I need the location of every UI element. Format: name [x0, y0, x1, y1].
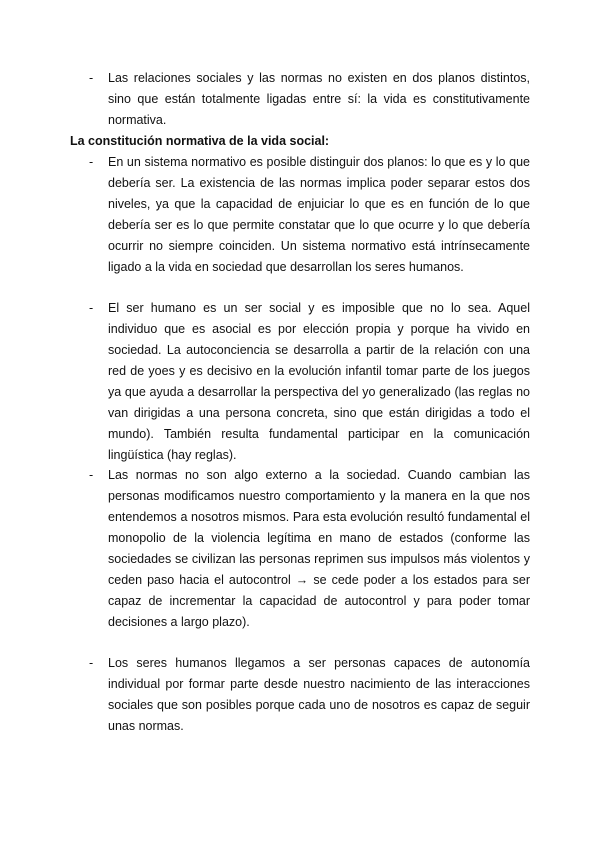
bullet-dash: -	[89, 155, 94, 169]
bullet-2	[70, 298, 530, 466]
bullet-3	[70, 465, 530, 633]
list-item	[70, 152, 530, 278]
bullet-text: En un sistema normativo es posible distinguir dos planos: lo que es y lo que debería ser. La existencia de las normas implica poder separar estos dos niveles, ya que la capacidad de enjuiciar lo que es en función de lo que debería ser es lo que permite constatar que lo que ocurre y lo que debería ocurrir no siempre coinciden. Un sistema normativo está intrínsecamente ligado a la vida en sociedad que desarrollan los seres humanos.	[108, 155, 530, 274]
bullet-text: Las normas no son algo externo a la sociedad. Cuando cambian las personas modificamos nuestro comportamiento y la manera en la que nos entendemos a nosotros mismos. Para esta evolución resultó fundamental el monopolio de la violencia legítima en mano de estados (conforme las sociedades se civilizan las personas reprimen sus impulsos más violentos y ceden paso hacia el autocontrol → se cede poder a los estados para ser capaz de incrementar la capacidad de autocontrol y para poder tomar decisiones a largo plazo).	[108, 468, 530, 629]
bullet-text: Las relaciones sociales y las normas no existen en dos planos distintos, sino que están totalmente ligadas entre sí: la vida es constitutivamente normativa.	[108, 71, 530, 127]
bullet-dash: -	[89, 301, 94, 315]
list-item	[70, 298, 530, 466]
bullet-text: Los seres humanos llegamos a ser personas capaces de autonomía individual por formar parte desde nuestro nacimiento de las interacciones sociales que son posibles porque cada uno de nosotros es capaz de seguir unas normas.	[108, 656, 530, 733]
bullet-dash: -	[89, 71, 94, 85]
intro-bullet	[70, 68, 530, 131]
list-item	[70, 653, 530, 737]
bullet-4	[70, 653, 530, 737]
bullet-text: El ser humano es un ser social y es imposible que no lo sea. Aquel individuo que es asocial es por elección propia y porque ha vivido en sociedad. La autoconciencia se desarrolla a partir de la relación con una red de yoes y es decisivo en la evolución infantil tomar parte de los juegos ya que ayuda a desarrollar la perspectiva del yo generalizado (las reglas no van dirigidas a una persona concreta, sino que están dirigidas a todo el mundo). También resulta fundamental participar en la comunicación lingüística (hay reglas).	[108, 301, 530, 462]
bullet-1	[70, 152, 530, 278]
list-item	[70, 68, 530, 131]
list-item	[70, 465, 530, 633]
bullet-dash: -	[89, 656, 94, 670]
bullet-dash: -	[89, 468, 94, 482]
section-heading: La constitución normativa de la vida social:	[70, 134, 330, 148]
